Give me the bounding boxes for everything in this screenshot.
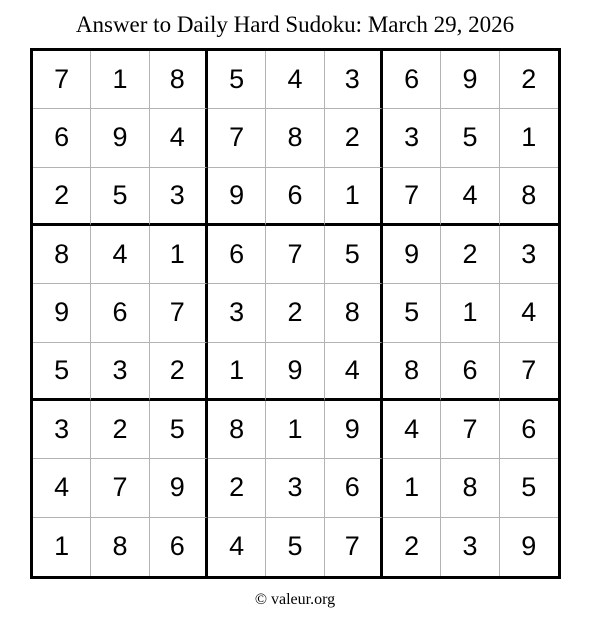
sudoku-cell-r4-c1[interactable]: 8 xyxy=(33,226,91,284)
sudoku-cell-r1-c2[interactable]: 1 xyxy=(91,51,149,109)
sudoku-cell-r8-c3[interactable]: 9 xyxy=(150,459,208,517)
sudoku-cell-r5-c9[interactable]: 4 xyxy=(500,284,558,342)
sudoku-cell-r9-c5[interactable]: 5 xyxy=(266,518,324,576)
sudoku-cell-r5-c5[interactable]: 2 xyxy=(266,284,324,342)
sudoku-cell-r9-c7[interactable]: 2 xyxy=(383,518,441,576)
sudoku-cell-r3-c1[interactable]: 2 xyxy=(33,168,91,226)
sudoku-cell-r3-c8[interactable]: 4 xyxy=(441,168,499,226)
sudoku-cell-r6-c8[interactable]: 6 xyxy=(441,343,499,401)
sudoku-cell-r2-c2[interactable]: 9 xyxy=(91,109,149,167)
sudoku-cell-r2-c8[interactable]: 5 xyxy=(441,109,499,167)
sudoku-cell-r9-c3[interactable]: 6 xyxy=(150,518,208,576)
sudoku-cell-r1-c4[interactable]: 5 xyxy=(208,51,266,109)
sudoku-cell-r3-c5[interactable]: 6 xyxy=(266,168,324,226)
sudoku-cell-r8-c6[interactable]: 6 xyxy=(325,459,383,517)
sudoku-cell-r8-c7[interactable]: 1 xyxy=(383,459,441,517)
sudoku-cell-r2-c9[interactable]: 1 xyxy=(500,109,558,167)
sudoku-cell-r4-c9[interactable]: 3 xyxy=(500,226,558,284)
sudoku-cell-r3-c4[interactable]: 9 xyxy=(208,168,266,226)
sudoku-cell-r2-c5[interactable]: 8 xyxy=(266,109,324,167)
sudoku-cell-r6-c9[interactable]: 7 xyxy=(500,343,558,401)
sudoku-cell-r3-c3[interactable]: 3 xyxy=(150,168,208,226)
sudoku-cell-r8-c2[interactable]: 7 xyxy=(91,459,149,517)
sudoku-cell-r1-c7[interactable]: 6 xyxy=(383,51,441,109)
sudoku-cell-r6-c7[interactable]: 8 xyxy=(383,343,441,401)
sudoku-cell-r1-c1[interactable]: 7 xyxy=(33,51,91,109)
sudoku-cell-r9-c6[interactable]: 7 xyxy=(325,518,383,576)
sudoku-cell-r2-c7[interactable]: 3 xyxy=(383,109,441,167)
sudoku-cell-r7-c2[interactable]: 2 xyxy=(91,401,149,459)
sudoku-cell-r2-c3[interactable]: 4 xyxy=(150,109,208,167)
sudoku-cell-r9-c1[interactable]: 1 xyxy=(33,518,91,576)
sudoku-cell-r4-c6[interactable]: 5 xyxy=(325,226,383,284)
sudoku-cell-r6-c1[interactable]: 5 xyxy=(33,343,91,401)
sudoku-cell-r8-c8[interactable]: 8 xyxy=(441,459,499,517)
sudoku-cell-r5-c2[interactable]: 6 xyxy=(91,284,149,342)
sudoku-cell-r1-c8[interactable]: 9 xyxy=(441,51,499,109)
sudoku-cell-r9-c4[interactable]: 4 xyxy=(208,518,266,576)
sudoku-cell-r6-c3[interactable]: 2 xyxy=(150,343,208,401)
sudoku-cell-r5-c1[interactable]: 9 xyxy=(33,284,91,342)
sudoku-cell-r1-c6[interactable]: 3 xyxy=(325,51,383,109)
sudoku-cell-r9-c8[interactable]: 3 xyxy=(441,518,499,576)
sudoku-cell-r8-c1[interactable]: 4 xyxy=(33,459,91,517)
sudoku-cell-r2-c4[interactable]: 7 xyxy=(208,109,266,167)
sudoku-cell-r5-c8[interactable]: 1 xyxy=(441,284,499,342)
sudoku-cell-r6-c6[interactable]: 4 xyxy=(325,343,383,401)
page-title: Answer to Daily Hard Sudoku: March 29, 2026 xyxy=(75,12,515,37)
sudoku-cell-r4-c2[interactable]: 4 xyxy=(91,226,149,284)
sudoku-cell-r7-c3[interactable]: 5 xyxy=(150,401,208,459)
sudoku-cell-r1-c3[interactable]: 8 xyxy=(150,51,208,109)
sudoku-cell-r6-c2[interactable]: 3 xyxy=(91,343,149,401)
sudoku-cell-r7-c1[interactable]: 3 xyxy=(33,401,91,459)
sudoku-cell-r7-c6[interactable]: 9 xyxy=(325,401,383,459)
sudoku-cell-r7-c5[interactable]: 1 xyxy=(266,401,324,459)
sudoku-cell-r1-c5[interactable]: 4 xyxy=(266,51,324,109)
sudoku-cell-r5-c7[interactable]: 5 xyxy=(383,284,441,342)
sudoku-cell-r4-c3[interactable]: 1 xyxy=(150,226,208,284)
sudoku-cell-r4-c7[interactable]: 9 xyxy=(383,226,441,284)
sudoku-cell-r7-c8[interactable]: 7 xyxy=(441,401,499,459)
sudoku-cell-r5-c4[interactable]: 3 xyxy=(208,284,266,342)
sudoku-cell-r2-c1[interactable]: 6 xyxy=(33,109,91,167)
sudoku-board xyxy=(30,48,561,579)
sudoku-cell-r7-c4[interactable]: 8 xyxy=(208,401,266,459)
sudoku-cell-r3-c6[interactable]: 1 xyxy=(325,168,383,226)
sudoku-cell-r8-c9[interactable]: 5 xyxy=(500,459,558,517)
sudoku-cell-r9-c2[interactable]: 8 xyxy=(91,518,149,576)
sudoku-cell-r7-c7[interactable]: 4 xyxy=(383,401,441,459)
sudoku-cell-r3-c2[interactable]: 5 xyxy=(91,168,149,226)
sudoku-cell-r4-c5[interactable]: 7 xyxy=(266,226,324,284)
sudoku-cell-r2-c6[interactable]: 2 xyxy=(325,109,383,167)
sudoku-cell-r6-c5[interactable]: 9 xyxy=(266,343,324,401)
copyright-footer: © valeur.org xyxy=(254,591,336,608)
sudoku-cell-r1-c9[interactable]: 2 xyxy=(500,51,558,109)
sudoku-cell-r4-c8[interactable]: 2 xyxy=(441,226,499,284)
sudoku-cell-r8-c4[interactable]: 2 xyxy=(208,459,266,517)
sudoku-cell-r7-c9[interactable]: 6 xyxy=(500,401,558,459)
sudoku-cell-r5-c6[interactable]: 8 xyxy=(325,284,383,342)
sudoku-cell-r8-c5[interactable]: 3 xyxy=(266,459,324,517)
sudoku-cell-r3-c9[interactable]: 8 xyxy=(500,168,558,226)
sudoku-cell-r9-c9[interactable]: 9 xyxy=(521,531,537,562)
sudoku-cell-r5-c3[interactable]: 7 xyxy=(150,284,208,342)
sudoku-cell-r4-c4[interactable]: 6 xyxy=(208,226,266,284)
sudoku-cell-r3-c7[interactable]: 7 xyxy=(383,168,441,226)
sudoku-cell-r6-c4[interactable]: 1 xyxy=(208,343,266,401)
